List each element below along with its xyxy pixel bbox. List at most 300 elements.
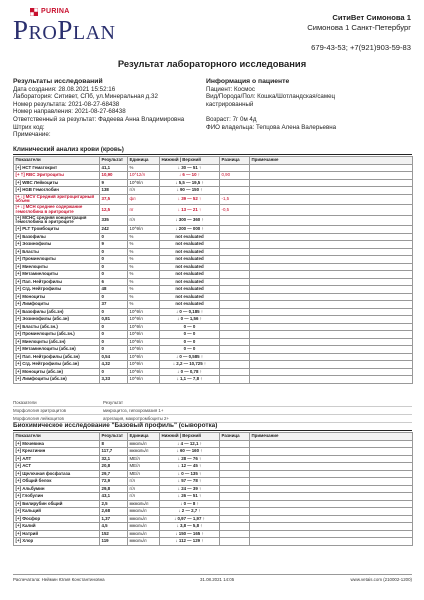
result-range-cell: ↓ 300 — 360 ↑ — [160, 215, 220, 226]
result-diff-cell — [220, 331, 250, 339]
result-value-cell: 29,7 — [100, 470, 128, 478]
column-header: Показатели — [14, 433, 100, 441]
result-name-cell: [+] Метамиелоциты — [14, 271, 100, 279]
table-row — [14, 308, 413, 316]
result-unit-cell: мкмоль/л — [128, 448, 160, 456]
table-row — [14, 248, 413, 256]
table-header-row — [14, 157, 413, 165]
table-row — [14, 323, 413, 331]
result-note-cell — [250, 263, 413, 271]
table-row — [14, 485, 413, 493]
result-note-cell — [250, 286, 413, 294]
result-diff-cell — [220, 271, 250, 279]
table-row — [14, 538, 413, 546]
result-name-cell: [+] PLT Тромбоциты — [14, 226, 100, 234]
result-range-cell: not evaluated — [160, 293, 220, 301]
result-range-cell: ↓ 200 — 000 ↑ — [160, 226, 220, 234]
result-value-cell: 3,33 — [100, 376, 128, 384]
table-header-row — [14, 433, 413, 441]
result-value-cell: 20,8 — [100, 463, 128, 471]
result-diff-cell: -0,5 — [220, 205, 250, 216]
purina-wordmark: PURINA — [41, 8, 70, 15]
table-row — [14, 215, 413, 226]
table-row — [14, 226, 413, 234]
result-unit-cell: 10^9/л — [128, 361, 160, 369]
table-row — [14, 263, 413, 271]
result-range-cell: ↓ 0 — 0,185 ↑ — [160, 308, 220, 316]
result-unit-cell: МЕ/л — [128, 463, 160, 471]
result-note-cell — [250, 164, 413, 172]
table-row — [14, 455, 413, 463]
result-value-cell: 2,68 — [100, 508, 128, 516]
morphology-note-key: Морфология эритроцитов — [13, 408, 66, 413]
result-range-cell: ↓ 0 — 0,78 ↑ — [160, 368, 220, 376]
result-note-cell — [250, 530, 413, 538]
result-name-cell: [+] Миелоциты (абс.зн) — [14, 338, 100, 346]
table-row — [14, 278, 413, 286]
result-unit-cell: 10^9/л — [128, 346, 160, 354]
result-diff-cell — [220, 179, 250, 187]
result-diff-cell — [220, 353, 250, 361]
results-info-line: Примечание: — [13, 131, 51, 139]
result-note-cell — [250, 353, 413, 361]
patient-info-heading: Информация о пациенте — [206, 78, 290, 85]
result-name-cell: [+] Креатинин — [14, 448, 100, 456]
result-unit-cell: % — [128, 278, 160, 286]
results-info-block — [13, 78, 203, 139]
result-unit-cell: 10^9/л — [128, 323, 160, 331]
result-diff-cell — [220, 226, 250, 234]
result-name-cell: [+] Пал. Нейтрофилы (абс.зн) — [14, 353, 100, 361]
morphology-note-value: агрегация, макротромбоциты 2+ — [103, 416, 170, 421]
result-value-cell: 72,9 — [100, 478, 128, 486]
results-info-line: Номер результата: 2021-08-27-68438 — [13, 100, 120, 108]
morphology-note-row — [13, 407, 412, 415]
results-info-line: Дата создания: 28.08.2021 15:52:16 — [13, 85, 116, 93]
result-note-cell — [250, 448, 413, 456]
result-unit-cell: % — [128, 256, 160, 264]
result-name-cell: [+] MCHC средняя концентрация гемоглобина в эритроците — [14, 215, 100, 226]
result-range-cell: ↓ 2,2 — 10,725 ↑ — [160, 361, 220, 369]
morphology-note-value: микроцитоз, гипохромазия 1+ — [103, 408, 164, 413]
result-name-cell: [+] Моноциты (абс.зн) — [14, 368, 100, 376]
result-unit-cell: % — [128, 293, 160, 301]
morphology-note-key: Показатели — [13, 400, 37, 405]
result-note-cell — [250, 455, 413, 463]
result-unit-cell: МЕ/л — [128, 470, 160, 478]
table-row — [14, 286, 413, 294]
result-unit-cell: 10^9/л — [128, 376, 160, 384]
result-unit-cell: % — [128, 286, 160, 294]
result-note-cell — [250, 523, 413, 531]
result-unit-cell: ммоль/л — [128, 508, 160, 516]
result-range-cell: 0 — 0 — [160, 323, 220, 331]
result-note-cell — [250, 233, 413, 241]
result-value-cell: 0 — [100, 263, 128, 271]
result-range-cell: not evaluated — [160, 286, 220, 294]
result-value-cell: 0 — [100, 338, 128, 346]
footer-divider — [13, 574, 412, 575]
table-row — [14, 256, 413, 264]
column-header: Показатели — [14, 157, 100, 165]
result-diff-cell — [220, 278, 250, 286]
result-note-cell — [250, 538, 413, 546]
result-unit-cell: ммоль/л — [128, 440, 160, 448]
result-diff-cell — [220, 440, 250, 448]
table-row — [14, 376, 413, 384]
table-row — [14, 338, 413, 346]
footer-printed-by: Распечатала: Неймин Юлия Константиновна — [13, 577, 105, 582]
result-range-cell: not evaluated — [160, 271, 220, 279]
section-divider — [13, 430, 412, 431]
table-row — [14, 493, 413, 501]
result-unit-cell: % — [128, 263, 160, 271]
result-note-cell — [250, 493, 413, 501]
result-range-cell: 0 — 0 — [160, 338, 220, 346]
biochem-table — [13, 432, 413, 546]
result-range-cell: ↓ 0 — 8 ↑ — [160, 500, 220, 508]
result-name-cell: [+] Лимфоциты — [14, 301, 100, 309]
column-header: Примечание — [250, 433, 413, 441]
result-name-cell: [+] Промиелоциты (абс.зн.) — [14, 331, 100, 339]
result-diff-cell — [220, 530, 250, 538]
table-row — [14, 353, 413, 361]
result-name-cell: [+] Фосфор — [14, 515, 100, 523]
morphology-note-row — [13, 399, 412, 407]
result-unit-cell: 10^9/л — [128, 353, 160, 361]
result-value-cell: 0 — [100, 256, 128, 264]
result-value-cell: 0,81 — [100, 316, 128, 324]
result-value-cell: 0 — [100, 248, 128, 256]
result-note-cell — [250, 215, 413, 226]
result-name-cell: [+] Моноциты — [14, 293, 100, 301]
result-note-cell — [250, 331, 413, 339]
result-unit-cell: ммоль/л — [128, 515, 160, 523]
result-diff-cell — [220, 301, 250, 309]
result-value-cell: 9 — [100, 179, 128, 187]
result-unit-cell: ммоль/л — [128, 523, 160, 531]
result-unit-cell: % — [128, 164, 160, 172]
results-info-line: Штрих код: — [13, 123, 45, 131]
result-note-cell — [250, 241, 413, 249]
result-diff-cell — [220, 323, 250, 331]
result-note-cell — [250, 278, 413, 286]
result-value-cell: 0 — [100, 308, 128, 316]
result-name-cell: [+] Метамиелоциты (абс.зн) — [14, 346, 100, 354]
result-diff-cell — [220, 338, 250, 346]
result-name-cell: [+ ↓] MCH среднее содержание гемоглобина в эритроците — [14, 205, 100, 216]
result-name-cell: [+] Хлор — [14, 538, 100, 546]
column-header: Нижний | Верхний — [160, 157, 220, 165]
result-range-cell: ↓ 30 — 51 ↑ — [160, 164, 220, 172]
result-diff-cell — [220, 187, 250, 195]
patient-name: Пациент: Космос — [206, 85, 255, 93]
patient-age: Возраст: 7г 0м 4д — [206, 116, 257, 124]
result-unit-cell: % — [128, 301, 160, 309]
result-range-cell: ↓ 0,97 — 1,97 ↑ — [160, 515, 220, 523]
result-value-cell: 138 — [100, 187, 128, 195]
result-note-cell — [250, 271, 413, 279]
result-name-cell: [+] Базофилы — [14, 233, 100, 241]
table-row — [14, 463, 413, 471]
result-value-cell: 0 — [100, 346, 128, 354]
result-name-cell: [+] АСТ — [14, 463, 100, 471]
result-range-cell: ↓ 2 — 2,7 ↑ — [160, 508, 220, 516]
result-name-cell: [+] АЛТ — [14, 455, 100, 463]
result-range-cell: ↓ 1,1 — 7,8 ↑ — [160, 376, 220, 384]
result-value-cell: 242 — [100, 226, 128, 234]
patient-species: Вид/Порода/Пол: Кошка/Шотландская/самец — [206, 93, 336, 101]
table-row — [14, 293, 413, 301]
column-header: Разница — [220, 433, 250, 441]
table-row — [14, 470, 413, 478]
result-range-cell: ↓ 4 — 12,1 ↑ — [160, 440, 220, 448]
column-header: Результат — [100, 157, 128, 165]
result-note-cell — [250, 323, 413, 331]
table-row — [14, 530, 413, 538]
section-divider — [13, 154, 412, 155]
result-note-cell — [250, 316, 413, 324]
result-note-cell — [250, 470, 413, 478]
column-header: Разница — [220, 157, 250, 165]
result-diff-cell — [220, 376, 250, 384]
footer-source: www.vetais.com (210002-1200) — [350, 577, 412, 582]
result-range-cell: ↓ 0 — 135 ↑ — [160, 470, 220, 478]
result-range-cell: ↓ 26 — 51 ↑ — [160, 493, 220, 501]
result-diff-cell — [220, 293, 250, 301]
result-diff-cell — [220, 485, 250, 493]
result-range-cell: ↓ 12 — 45 ↑ — [160, 463, 220, 471]
result-unit-cell: 10^9/л — [128, 308, 160, 316]
result-value-cell: 4,5 — [100, 523, 128, 531]
result-note-cell — [250, 205, 413, 216]
result-range-cell: ↓ 0 — 0,585 ↑ — [160, 353, 220, 361]
result-name-cell: [+] Лимфоциты (абс.зн) — [14, 376, 100, 384]
morphology-note-key: Морфология лейкоцитов — [13, 416, 64, 421]
result-value-cell: 0 — [100, 271, 128, 279]
result-name-cell: [+] Мочевина — [14, 440, 100, 448]
result-note-cell — [250, 346, 413, 354]
result-note-cell — [250, 172, 413, 180]
result-diff-cell — [220, 241, 250, 249]
result-name-cell: [+] Пал. Нейтрофилы — [14, 278, 100, 286]
morphology-notes — [13, 399, 412, 423]
column-header: Единица — [128, 157, 160, 165]
result-value-cell: 37,5 — [100, 194, 128, 205]
result-name-cell: [+] Бласты — [14, 248, 100, 256]
result-note-cell — [250, 368, 413, 376]
result-diff-cell — [220, 523, 250, 531]
table-row — [14, 478, 413, 486]
result-range-cell: ↓ 90 — 150 ↑ — [160, 187, 220, 195]
result-note-cell — [250, 478, 413, 486]
section-title-cbc: Клинический анализ крови (кровь) — [13, 146, 124, 153]
patient-info-block — [206, 78, 411, 132]
result-note-cell — [250, 463, 413, 471]
results-info-line: Номер направления: 2021-08-27-68438 — [13, 108, 126, 116]
result-unit-cell: 10^9/л — [128, 331, 160, 339]
result-name-cell: [+] Миелоциты — [14, 263, 100, 271]
morphology-note-value: Результат — [103, 400, 123, 405]
result-unit-cell: % — [128, 241, 160, 249]
result-name-cell: [+] Бласты (абс.зн.) — [14, 323, 100, 331]
result-note-cell — [250, 376, 413, 384]
column-header: Единица — [128, 433, 160, 441]
result-name-cell: [+] Натрий — [14, 530, 100, 538]
table-row — [14, 361, 413, 369]
table-row — [14, 187, 413, 195]
results-info-line: Ответственный за результат: Фадеева Анна Владимировна — [13, 115, 185, 123]
result-range-cell: ↓ 13 — 21 ↑ — [160, 205, 220, 216]
result-note-cell — [250, 308, 413, 316]
table-row — [14, 346, 413, 354]
result-diff-cell — [220, 455, 250, 463]
result-range-cell: ↓ 28 — 76 ↑ — [160, 455, 220, 463]
result-note-cell — [250, 187, 413, 195]
results-info-heading: Результаты исследований — [13, 78, 103, 85]
result-diff-cell — [220, 346, 250, 354]
result-diff-cell — [220, 263, 250, 271]
clinic-address: Симонова 1 Санкт-Петербург — [307, 23, 411, 32]
result-diff-cell — [220, 448, 250, 456]
table-row — [14, 508, 413, 516]
result-range-cell: 0 — 0 — [160, 331, 220, 339]
table-row — [14, 316, 413, 324]
result-value-cell: 43,1 — [100, 493, 128, 501]
result-range-cell: ↓ 3,8 — 5,8 ↑ — [160, 523, 220, 531]
result-name-cell: [+] Базофилы (абс.зн) — [14, 308, 100, 316]
document-title: Результат лабораторного исследования — [117, 58, 307, 69]
footer-date: 31.08.2021 14:05 — [200, 577, 235, 582]
result-unit-cell: г/л — [128, 485, 160, 493]
result-name-cell: [+] Промиелоциты — [14, 256, 100, 264]
result-note-cell — [250, 194, 413, 205]
result-range-cell: ↓ 39 — 52 ↑ — [160, 194, 220, 205]
result-value-cell: 37 — [100, 301, 128, 309]
patient-species-cont: кастрированный — [206, 100, 254, 108]
result-diff-cell — [220, 316, 250, 324]
result-note-cell — [250, 248, 413, 256]
result-unit-cell: % — [128, 271, 160, 279]
result-unit-cell: 10^9/л — [128, 368, 160, 376]
result-range-cell: 0 — 0 — [160, 346, 220, 354]
section-title-biochem: Биохимическое исследование "Базовый профиль" (сыворотка) — [13, 422, 218, 429]
result-unit-cell: ммоль/л — [128, 538, 160, 546]
result-value-cell: 0 — [100, 323, 128, 331]
result-name-cell: [+] Калий — [14, 523, 100, 531]
result-range-cell: ↓ 24 — 39 ↑ — [160, 485, 220, 493]
result-unit-cell: г/л — [128, 215, 160, 226]
result-diff-cell — [220, 256, 250, 264]
result-diff-cell — [220, 286, 250, 294]
result-diff-cell: 0,90 — [220, 172, 250, 180]
result-unit-cell: фл — [128, 194, 160, 205]
table-row — [14, 271, 413, 279]
result-range-cell: not evaluated — [160, 248, 220, 256]
result-range-cell: not evaluated — [160, 301, 220, 309]
result-value-cell: 10,90 — [100, 172, 128, 180]
table-row — [14, 368, 413, 376]
result-range-cell: ↓ 60 — 160 ↑ — [160, 448, 220, 456]
result-unit-cell: % — [128, 233, 160, 241]
proplan-wordmark: PROPLAN — [13, 15, 116, 45]
result-name-cell: [+] Сгд. Нейтрофилы — [14, 286, 100, 294]
result-value-cell: 0,54 — [100, 353, 128, 361]
result-value-cell: 6 — [100, 278, 128, 286]
result-diff-cell — [220, 463, 250, 471]
result-diff-cell — [220, 508, 250, 516]
clinic-name: СитиВет Симонова 1 — [332, 13, 411, 22]
table-row — [14, 500, 413, 508]
result-diff-cell — [220, 493, 250, 501]
clinic-phone: 679-43-53; +7(921)903-59-83 — [311, 43, 411, 52]
result-name-cell: [+] Билирубин общий — [14, 500, 100, 508]
result-name-cell: [+] Щелочная фосфатаза — [14, 470, 100, 478]
result-range-cell: ↓ 0 — 1,56 ↑ — [160, 316, 220, 324]
result-range-cell: not evaluated — [160, 233, 220, 241]
table-row — [14, 241, 413, 249]
result-unit-cell: % — [128, 248, 160, 256]
table-row — [14, 301, 413, 309]
result-note-cell — [250, 515, 413, 523]
result-name-cell: [+] Общий белок — [14, 478, 100, 486]
table-row — [14, 205, 413, 216]
result-value-cell: 0 — [100, 293, 128, 301]
table-row — [14, 440, 413, 448]
result-value-cell: 48 — [100, 286, 128, 294]
proplan-logo — [13, 8, 153, 48]
result-note-cell — [250, 338, 413, 346]
result-range-cell: ↓ 112 — 129 ↑ — [160, 538, 220, 546]
result-unit-cell: г/л — [128, 493, 160, 501]
result-unit-cell: 10^9/л — [128, 226, 160, 234]
result-range-cell: not evaluated — [160, 241, 220, 249]
result-value-cell: 32,1 — [100, 455, 128, 463]
result-diff-cell: -1,5 — [220, 194, 250, 205]
table-row — [14, 172, 413, 180]
result-value-cell: 0 — [100, 331, 128, 339]
result-name-cell: [+] Эозинофилы (абс.зн) — [14, 316, 100, 324]
result-diff-cell — [220, 515, 250, 523]
result-value-cell: 29,8 — [100, 485, 128, 493]
table-row — [14, 164, 413, 172]
owner-name: ФИО владельца: Тепцова Алена Валерьевна — [206, 123, 337, 131]
table-row — [14, 194, 413, 205]
result-unit-cell: МЕ/л — [128, 455, 160, 463]
result-name-cell: [+] Глобулин — [14, 493, 100, 501]
result-note-cell — [250, 500, 413, 508]
result-range-cell: ↓ 150 — 165 ↑ — [160, 530, 220, 538]
results-info-line: Лаборатория: Ситивет, СПб, ул.Минеральная д.32 — [13, 93, 158, 101]
table-row — [14, 331, 413, 339]
result-diff-cell — [220, 233, 250, 241]
cbc-table — [13, 156, 413, 384]
result-diff-cell — [220, 368, 250, 376]
result-value-cell: 117,7 — [100, 448, 128, 456]
result-name-cell: [+] WBC Лейкоциты — [14, 179, 100, 187]
result-note-cell — [250, 440, 413, 448]
result-note-cell — [250, 256, 413, 264]
column-header: Примечание — [250, 157, 413, 165]
result-range-cell: not evaluated — [160, 256, 220, 264]
result-diff-cell — [220, 164, 250, 172]
result-diff-cell — [220, 215, 250, 226]
result-range-cell: ↓ 57 — 78 ↑ — [160, 478, 220, 486]
result-name-cell: [+] Сгд. Нейтрофилы (абс.зн) — [14, 361, 100, 369]
result-value-cell: 152 — [100, 530, 128, 538]
result-range-cell: not evaluated — [160, 278, 220, 286]
result-value-cell: 4,32 — [100, 361, 128, 369]
